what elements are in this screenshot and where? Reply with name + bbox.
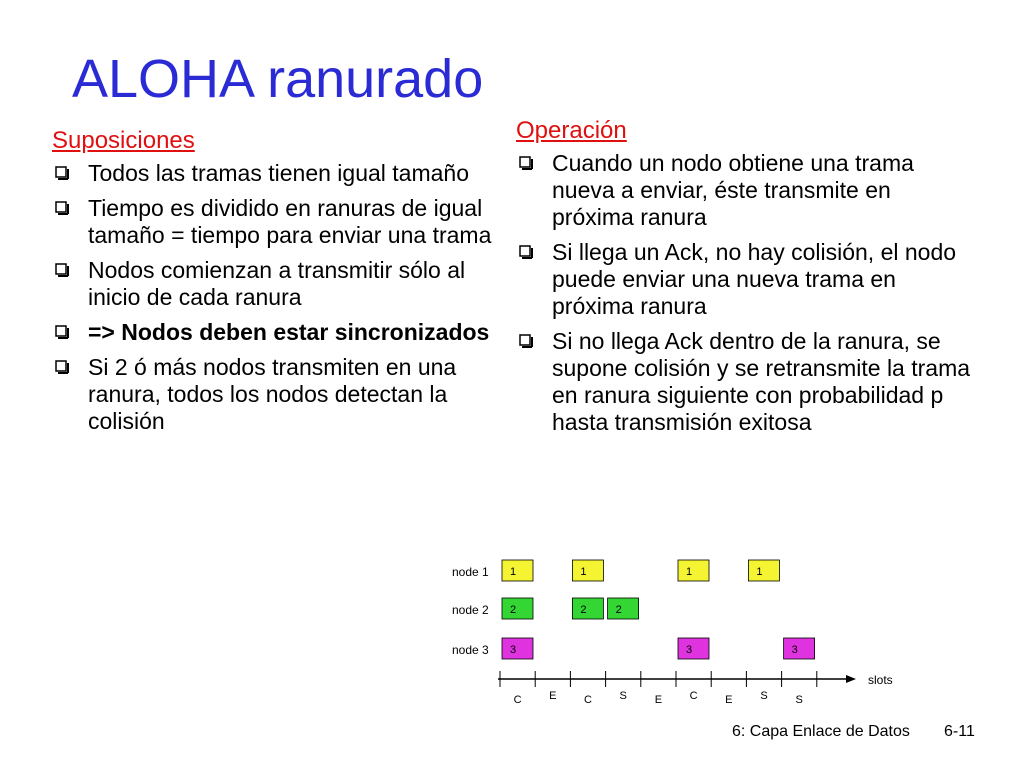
list-item (52, 195, 492, 249)
operation-text: Cuando un nodo obtiene una trama nueva a enviar, éste transmite en próxima ranura (552, 150, 914, 230)
frame-rect (502, 598, 533, 619)
slot-outcome-label: C (513, 694, 522, 706)
frames-layer (502, 560, 815, 659)
slot-outcome-label: E (654, 694, 663, 706)
assumptions-heading: Suposiciones (52, 127, 195, 154)
axis-arrow-icon (846, 675, 856, 683)
assumption-text: Nodos comienzan a transmitir sólo al inicio de cada ranura (88, 257, 466, 310)
list-item (52, 354, 492, 435)
frame-rect (572, 598, 603, 619)
checkbox-bullet-icon (519, 245, 533, 259)
checkbox-bullet-icon (519, 334, 533, 348)
frame-label: 3 (686, 644, 693, 656)
frame-box (502, 638, 533, 659)
assumptions-column (52, 126, 492, 443)
list-item (52, 319, 492, 346)
slot-outcome-label: C (689, 690, 698, 702)
slot-outcome-label: E (549, 690, 557, 702)
frame-label: 1 (510, 566, 517, 578)
operation-heading: Operación (516, 117, 627, 144)
footer-chapter: 6: Capa Enlace de Datos (732, 723, 910, 740)
frame-label: 3 (510, 644, 517, 656)
frame-rect (678, 638, 709, 659)
assumption-text: Tiempo es dividido en ranuras de igual tamaño = tiempo para enviar una trama (88, 195, 492, 248)
frame-label: 1 (686, 566, 693, 578)
frame-rect (502, 638, 533, 659)
checkbox-bullet-icon (55, 263, 69, 277)
assumption-text: => Nodos deben estar sincronizados (88, 319, 490, 345)
axis-label: slots (868, 673, 893, 687)
checkbox-bullet-icon (55, 166, 69, 180)
footer-page-number: 6-11 (944, 723, 975, 740)
node-label: node 2 (452, 603, 489, 617)
frame-box (784, 638, 815, 659)
frame-box (572, 560, 603, 581)
assumption-text: Todos las tramas tienen igual tamaño (88, 160, 469, 186)
frame-label: 1 (580, 566, 587, 578)
checkbox-bullet-icon (519, 156, 533, 170)
operation-text: Si llega un Ack, no hay colisión, el nodo puede enviar una nueva trama en próxima ranura (552, 239, 957, 319)
checkbox-bullet-icon (55, 201, 69, 215)
frame-label: 2 (580, 604, 587, 616)
frame-rect (784, 638, 815, 659)
checkbox-bullet-icon (55, 360, 69, 374)
slide-title: ALOHA ranurado (72, 49, 484, 109)
node-label: node 3 (452, 643, 489, 657)
list-item (516, 239, 976, 320)
operation-column (516, 116, 976, 444)
frame-box (608, 598, 639, 619)
frame-rect (572, 560, 603, 581)
frame-rect (748, 560, 779, 581)
frame-box (748, 560, 779, 581)
operation-text: Si no llega Ack dentro de la ranura, se supone colisión y se retransmite la trama en ranura siguiente con probabilidad p hasta transmisión exitosa (552, 328, 971, 435)
frame-box (678, 560, 709, 581)
assumptions-list (52, 160, 492, 435)
list-item (516, 150, 976, 231)
frame-box (572, 598, 603, 619)
frame-box (502, 560, 533, 581)
frame-label: 2 (510, 604, 517, 616)
frame-box (678, 638, 709, 659)
slot-outcome-label: S (795, 694, 803, 706)
slot-outcome-label: C (584, 694, 592, 706)
frame-label: 2 (615, 604, 622, 616)
frame-label: 3 (791, 644, 798, 656)
frame-rect (608, 598, 639, 619)
slot-outcome-label: S (760, 690, 768, 702)
slotted-aloha-diagram (440, 548, 920, 708)
node-label: node 1 (452, 565, 489, 579)
operation-list (516, 150, 976, 436)
frame-box (502, 598, 533, 619)
frame-label: 1 (756, 566, 763, 578)
slot-outcome-label: S (619, 690, 627, 702)
frame-rect (502, 560, 533, 581)
slot-outcome-label: E (725, 694, 733, 706)
ticks-layer (500, 671, 817, 706)
list-item (52, 160, 492, 187)
checkbox-bullet-icon (55, 325, 69, 339)
assumption-text: Si 2 ó más nodos transmiten en una ranura, todos los nodos detectan la colisión (88, 354, 457, 434)
list-item (52, 257, 492, 311)
frame-rect (678, 560, 709, 581)
list-item (516, 328, 976, 436)
